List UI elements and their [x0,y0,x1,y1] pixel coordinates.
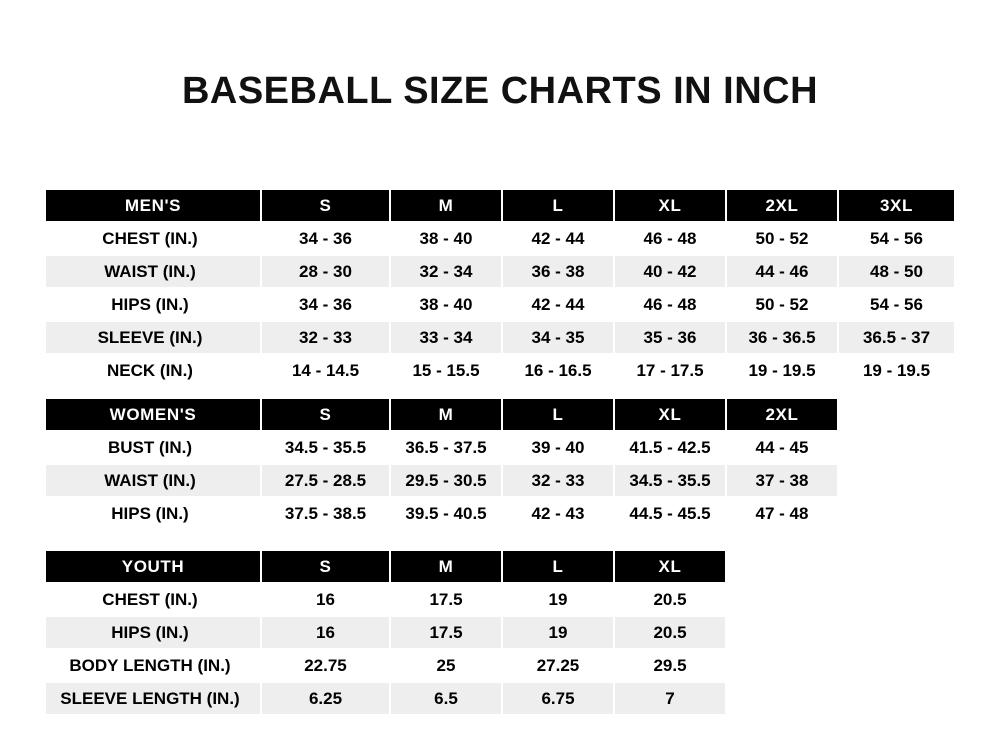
row-label: HIPS (IN.) [45,497,261,530]
cell-value: 44 - 45 [726,431,838,464]
cell-value: 15 - 15.5 [390,354,502,387]
womens-header-xl: XL [614,398,726,431]
youth-header-category: YOUTH [45,550,261,583]
cell-value: 36.5 - 37.5 [390,431,502,464]
cell-value: 44.5 - 45.5 [614,497,726,530]
table-row [45,222,955,255]
cell-value: 20.5 [614,583,726,616]
cell-value: 16 [261,616,390,649]
cell-value: 6.5 [390,682,502,715]
womens-header-s: S [261,398,390,431]
cell-value: 7 [614,682,726,715]
row-label: HIPS (IN.) [45,616,261,649]
table-header-row [45,189,955,222]
table-row [45,649,726,682]
table-row [45,464,838,497]
table-header-row [45,550,726,583]
cell-value: 17.5 [390,616,502,649]
table-row [45,616,726,649]
mens-table [44,188,956,388]
cell-value: 35 - 36 [614,321,726,354]
cell-value: 19 - 19.5 [838,354,955,387]
cell-value: 34.5 - 35.5 [614,464,726,497]
cell-value: 6.25 [261,682,390,715]
cell-value: 48 - 50 [838,255,955,288]
cell-value: 34 - 36 [261,222,390,255]
womens-header-m: M [390,398,502,431]
cell-value: 19 [502,583,614,616]
table-row [45,682,726,715]
mens-header-2xl: 2XL [726,189,838,222]
womens-table [44,397,839,531]
cell-value: 29.5 [614,649,726,682]
mens-table-body [45,222,955,387]
womens-table-body [45,431,838,530]
cell-value: 16 - 16.5 [502,354,614,387]
womens-header-category: WOMEN'S [45,398,261,431]
mens-header-m: M [390,189,502,222]
cell-value: 6.75 [502,682,614,715]
cell-value: 36 - 38 [502,255,614,288]
cell-value: 34 - 36 [261,288,390,321]
cell-value: 54 - 56 [838,222,955,255]
table-row [45,288,955,321]
cell-value: 20.5 [614,616,726,649]
cell-value: 40 - 42 [614,255,726,288]
youth-table-body [45,583,726,715]
cell-value: 38 - 40 [390,288,502,321]
table-row [45,321,955,354]
youth-header-l: L [502,550,614,583]
cell-value: 42 - 44 [502,288,614,321]
youth-table-head [45,550,726,583]
cell-value: 28 - 30 [261,255,390,288]
cell-value: 38 - 40 [390,222,502,255]
cell-value: 39 - 40 [502,431,614,464]
mens-header-xl: XL [614,189,726,222]
cell-value: 36 - 36.5 [726,321,838,354]
youth-header-xl: XL [614,550,726,583]
cell-value: 50 - 52 [726,222,838,255]
table-header-row [45,398,838,431]
cell-value: 54 - 56 [838,288,955,321]
youth-header-s: S [261,550,390,583]
youth-header-m: M [390,550,502,583]
row-label: HIPS (IN.) [45,288,261,321]
row-label: BUST (IN.) [45,431,261,464]
page-title: BASEBALL SIZE CHARTS IN INCH [181,70,819,112]
cell-value: 17 - 17.5 [614,354,726,387]
cell-value: 34 - 35 [502,321,614,354]
cell-value: 41.5 - 42.5 [614,431,726,464]
womens-header-2xl: 2XL [726,398,838,431]
womens-header-l: L [502,398,614,431]
cell-value: 27.25 [502,649,614,682]
cell-value: 32 - 33 [502,464,614,497]
cell-value: 36.5 - 37 [838,321,955,354]
row-label: NECK (IN.) [45,354,261,387]
cell-value: 14 - 14.5 [261,354,390,387]
cell-value: 25 [390,649,502,682]
cell-value: 32 - 34 [390,255,502,288]
table-row [45,497,838,530]
row-label: CHEST (IN.) [45,583,261,616]
mens-header-category: MEN'S [45,189,261,222]
cell-value: 34.5 - 35.5 [261,431,390,464]
mens-header-s: S [261,189,390,222]
row-label: WAIST (IN.) [45,464,261,497]
cell-value: 33 - 34 [390,321,502,354]
mens-header-l: L [502,189,614,222]
cell-value: 44 - 46 [726,255,838,288]
cell-value: 17.5 [390,583,502,616]
cell-value: 47 - 48 [726,497,838,530]
cell-value: 19 - 19.5 [726,354,838,387]
row-label: SLEEVE LENGTH (IN.) [45,682,261,715]
mens-size-chart [44,188,956,388]
cell-value: 16 [261,583,390,616]
mens-header-3xl: 3XL [838,189,955,222]
table-row [45,354,955,387]
row-label: BODY LENGTH (IN.) [45,649,261,682]
cell-value: 37 - 38 [726,464,838,497]
row-label: CHEST (IN.) [45,222,261,255]
table-row [45,255,955,288]
cell-value: 22.75 [261,649,390,682]
youth-table [44,549,727,716]
row-label: SLEEVE (IN.) [45,321,261,354]
cell-value: 32 - 33 [261,321,390,354]
cell-value: 46 - 48 [614,222,726,255]
cell-value: 50 - 52 [726,288,838,321]
table-row [45,431,838,464]
womens-size-chart [44,397,839,531]
cell-value: 19 [502,616,614,649]
cell-value: 46 - 48 [614,288,726,321]
youth-size-chart [44,549,727,716]
womens-table-head [45,398,838,431]
table-row [45,583,726,616]
row-label: WAIST (IN.) [45,255,261,288]
cell-value: 42 - 44 [502,222,614,255]
cell-value: 29.5 - 30.5 [390,464,502,497]
cell-value: 39.5 - 40.5 [390,497,502,530]
mens-table-head [45,189,955,222]
cell-value: 27.5 - 28.5 [261,464,390,497]
cell-value: 37.5 - 38.5 [261,497,390,530]
cell-value: 42 - 43 [502,497,614,530]
